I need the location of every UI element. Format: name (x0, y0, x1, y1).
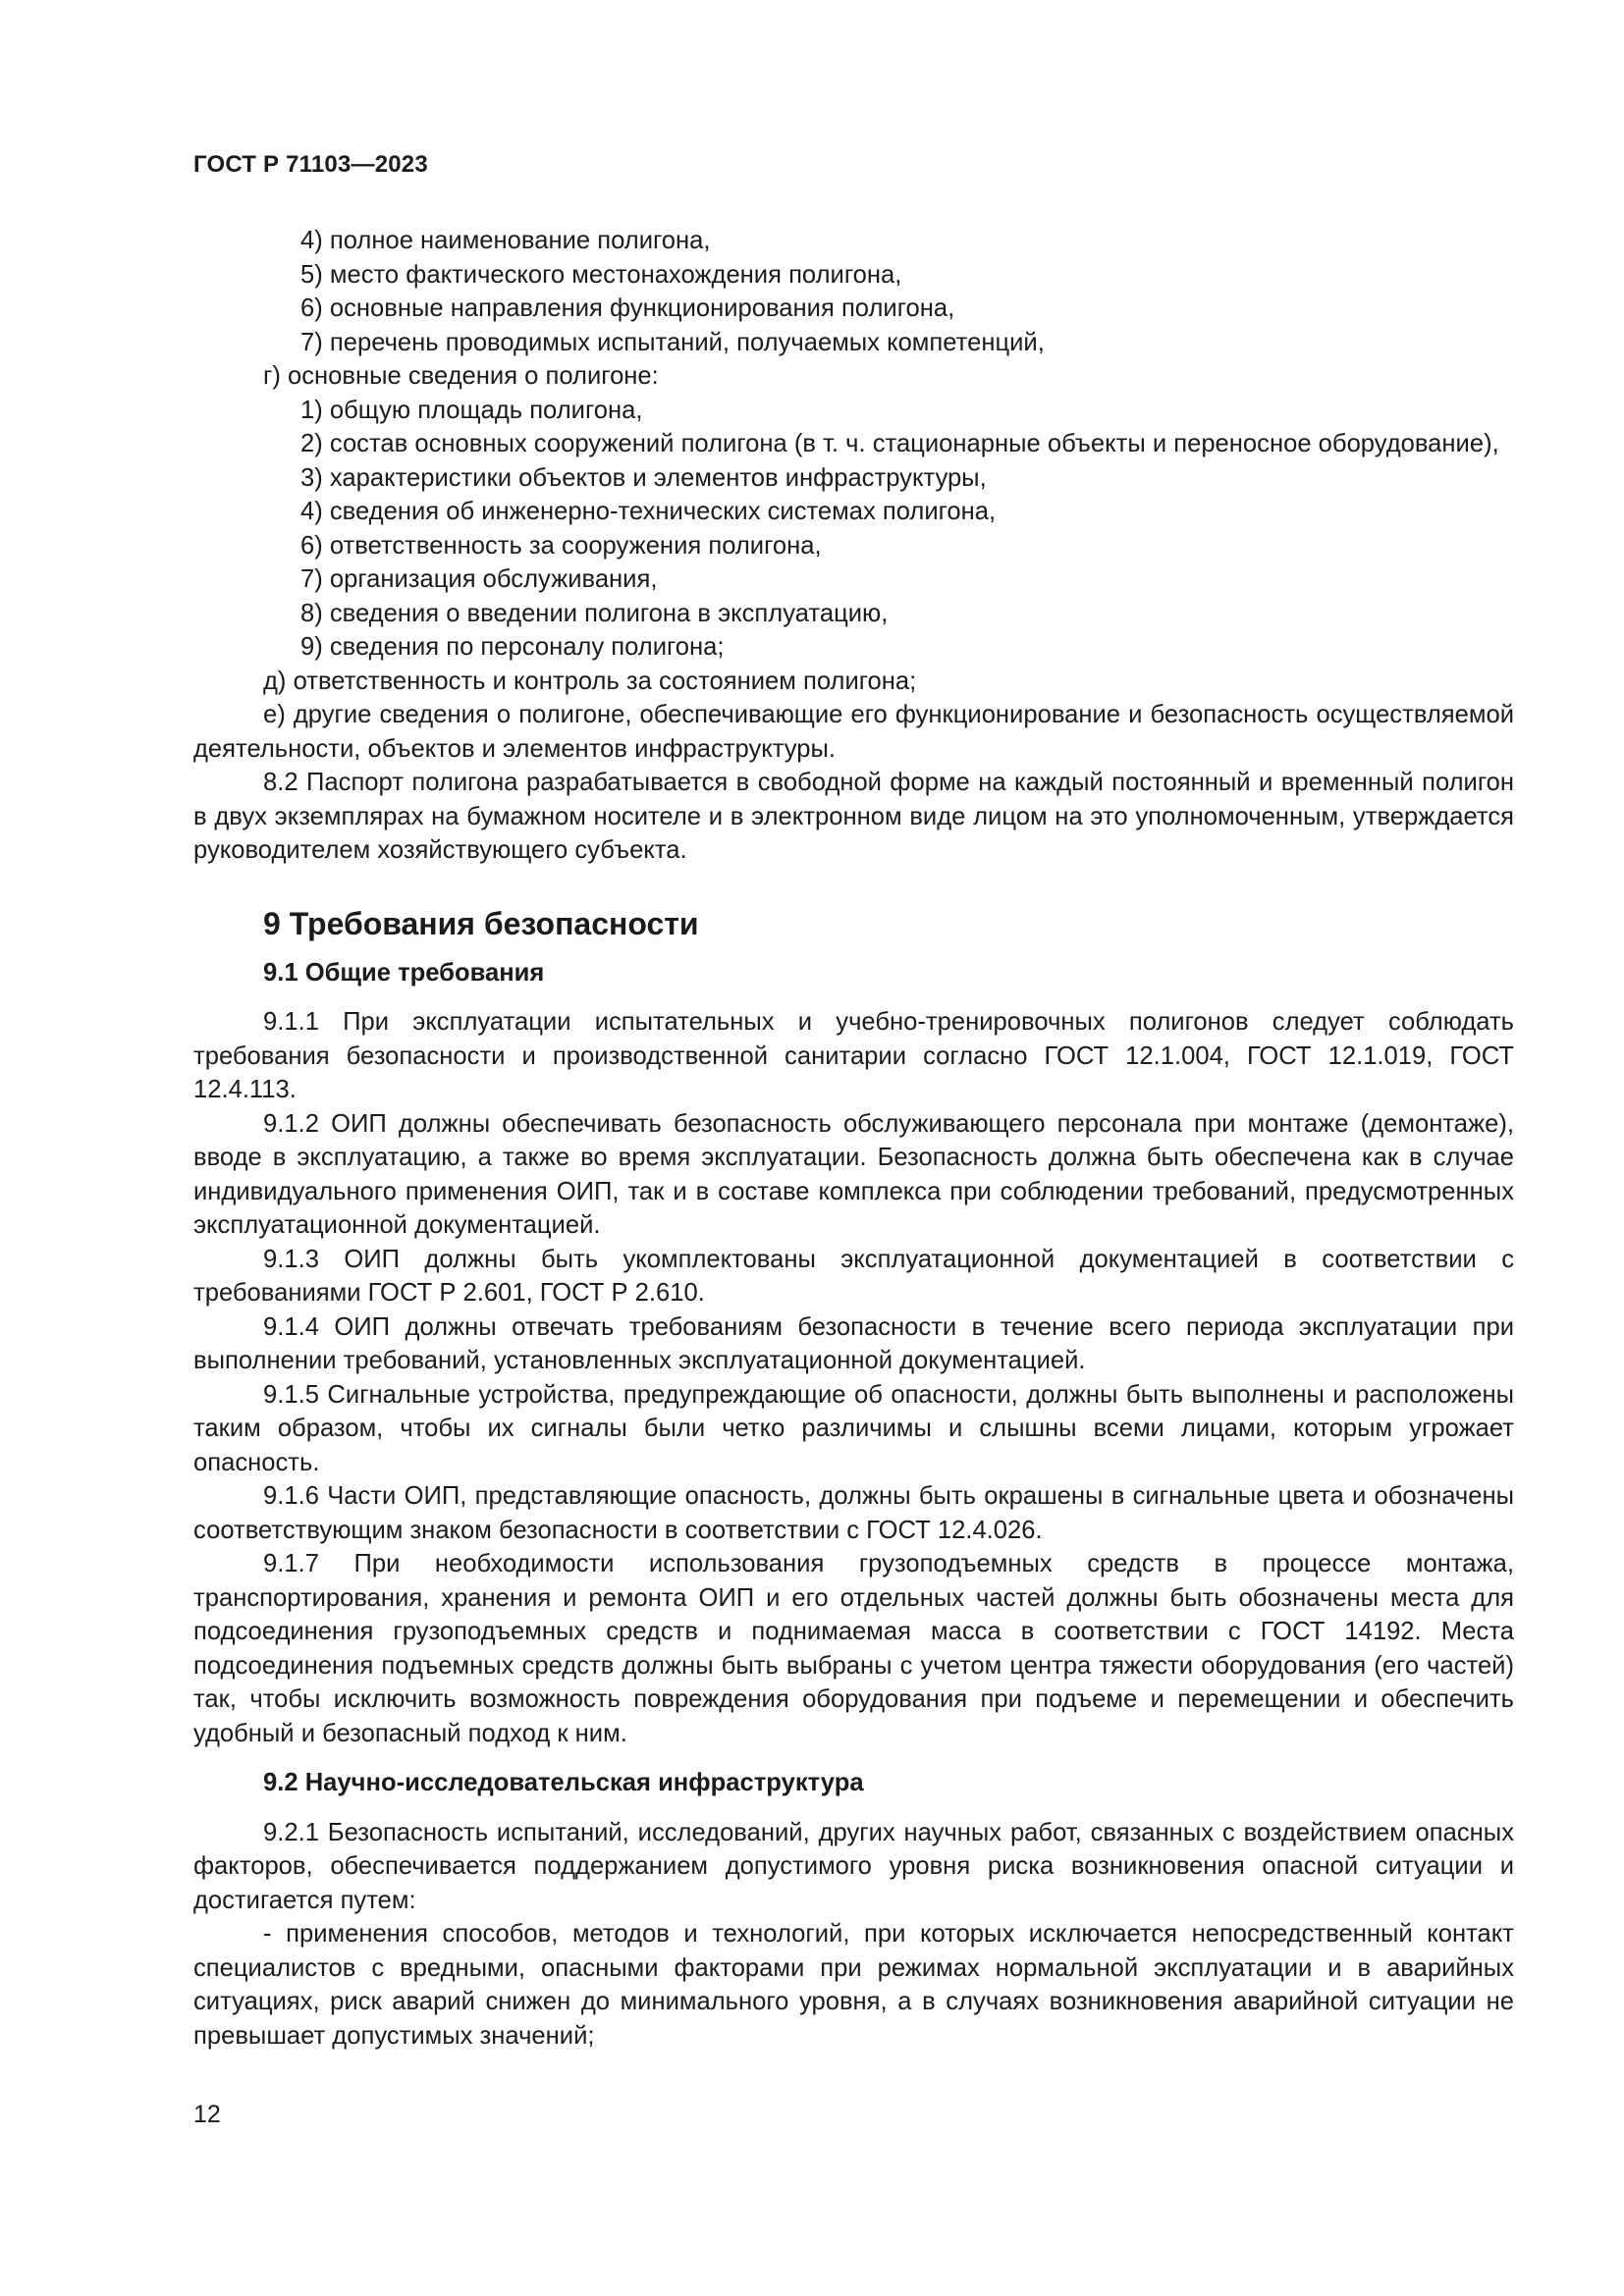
subsection-heading-9-2: 9.2 Научно-исследовательская инфраструктура (263, 1769, 864, 1796)
list-item: 6) ответственность за сооружения полигона, (300, 531, 822, 560)
paragraph-9-1-4: 9.1.4 ОИП должны отвечать требованиям безопасности в течение всего периода эксплуатации при выполнении требований, установленных эксплуатационной документацией. (193, 1312, 1514, 1374)
paragraph-9-1-6: 9.1.6 Части ОИП, представляющие опасность, должны быть окрашены в сигнальные цвета и обозначены соответствующим знаком безопасности в соответствии с ГОСТ 12.4.026. (193, 1482, 1514, 1544)
list-item: 7) организация обслуживания, (300, 565, 658, 593)
section-heading-9: 9 Требования безопасности (263, 905, 699, 941)
paragraph-9-1-3: 9.1.3 ОИП должны быть укомплектованы эксплуатационной документацией в соответствии с требованиями ГОСТ Р 2.601, ГОСТ Р 2.610. (193, 1245, 1514, 1307)
list-item: 5) место фактического местонахождения полигона, (300, 260, 902, 289)
list-item-g: г) основные сведения о полигоне: (263, 362, 659, 390)
paragraph-9-2-1: 9.2.1 Безопасность испытаний, исследований, других научных работ, связанных с воздействием опасных факторов, обеспечивается поддержанием допустимого уровня риска возникновения опасной ситуации и достигается путем: (193, 1818, 1514, 1914)
list-item: 1) общую площадь полигона, (300, 396, 643, 424)
subsection-heading-9-1: 9.1 Общие требования (263, 958, 545, 987)
list-item: 6) основные направления функционирования полигона, (300, 294, 955, 322)
list-item: 9) сведения по персоналу полигона; (300, 633, 725, 661)
paragraph-9-1-2: 9.1.2 ОИП должны обеспечивать безопасность обслуживающего персонала при монтаже (демонтаже), вводе в эксплуатацию, а также во время эксплуатации. Безопасность должна быть обеспечена как в случае индивидуального применения ОИП, так и в составе комплекса при соблюдении требований, предусмотренных эксплуатационной документацией. (193, 1109, 1514, 1239)
paragraph-9-1-7: 9.1.7 При необходимости использования грузоподъемных средств в процессе монтажа, транспортирования, хранения и ремонта ОИП и его отдельных частей должны быть обозначены места для подсоединения грузоподъемных средств и поднимаемая масса в соответствии с ГОСТ 14192. Места подсоединения подъемных средств должны быть выбраны с учетом центра тяжести оборудования (его частей) так, чтобы исключить возможность повреждения оборудования при подъеме и перемещении и обеспечить удобный и безопасный подход к ним. (193, 1550, 1514, 1747)
list-item: 2) состав основных сооружений полигона (в т. ч. стационарные объекты и переносное оборудование), (300, 430, 1499, 457)
list-item: 7) перечень проводимых испытаний, получаемых компетенций, (300, 328, 1045, 356)
paragraph-8-2: 8.2 Паспорт полигона разрабатывается в свободной форме на каждый постоянный и временный полигон в двух экземплярах на бумажном носителе и в электронном виде лицом на это уполномоченным, утверждается руководителем хозяйствующего субъекта. (193, 769, 1514, 864)
page-number: 12 (193, 2101, 221, 2128)
document-code-header: ГОСТ Р 71103—2023 (193, 151, 428, 178)
list-item: 8) сведения о введении полигона в эксплуатацию, (300, 599, 889, 627)
document-body (193, 224, 1514, 2053)
bullet-paragraph: - применения способов, методов и технологий, при которых исключается непосредственный контакт специалистов с вредными, опасными факторами при режимах нормальной эксплуатации и в аварийных ситуациях, риск аварий снижен до минимального уровня, а в случаях возникновения аварийной ситуации не превышает допустимых значений; (193, 1920, 1514, 2050)
list-item-e: е) другие сведения о полигоне, обеспечивающие его функционирование и безопасность осуществляемой деятельности, объектов и элементов инфраструктуры. (193, 701, 1514, 763)
paragraph-9-1-5: 9.1.5 Сигнальные устройства, предупреждающие об опасности, должны быть выполнены и расположены таким образом, чтобы их сигналы были четко различимы и слышны всеми лицами, которым угрожает опасность. (193, 1380, 1514, 1476)
list-item-d: д) ответственность и контроль за состоянием полигона; (263, 667, 917, 695)
list-item: 4) полное наименование полигона, (300, 227, 711, 254)
paragraph-9-1-1: 9.1.1 При эксплуатации испытательных и учебно-тренировочных полигонов следует соблюдать требования безопасности и производственной санитарии согласно ГОСТ 12.1.004, ГОСТ 12.1.019, ГОСТ 12.4.113. (193, 1008, 1514, 1103)
list-item: 3) характеристики объектов и элементов инфраструктуры, (300, 463, 987, 492)
list-item: 4) сведения об инженерно-технических системах полигона, (300, 498, 997, 525)
